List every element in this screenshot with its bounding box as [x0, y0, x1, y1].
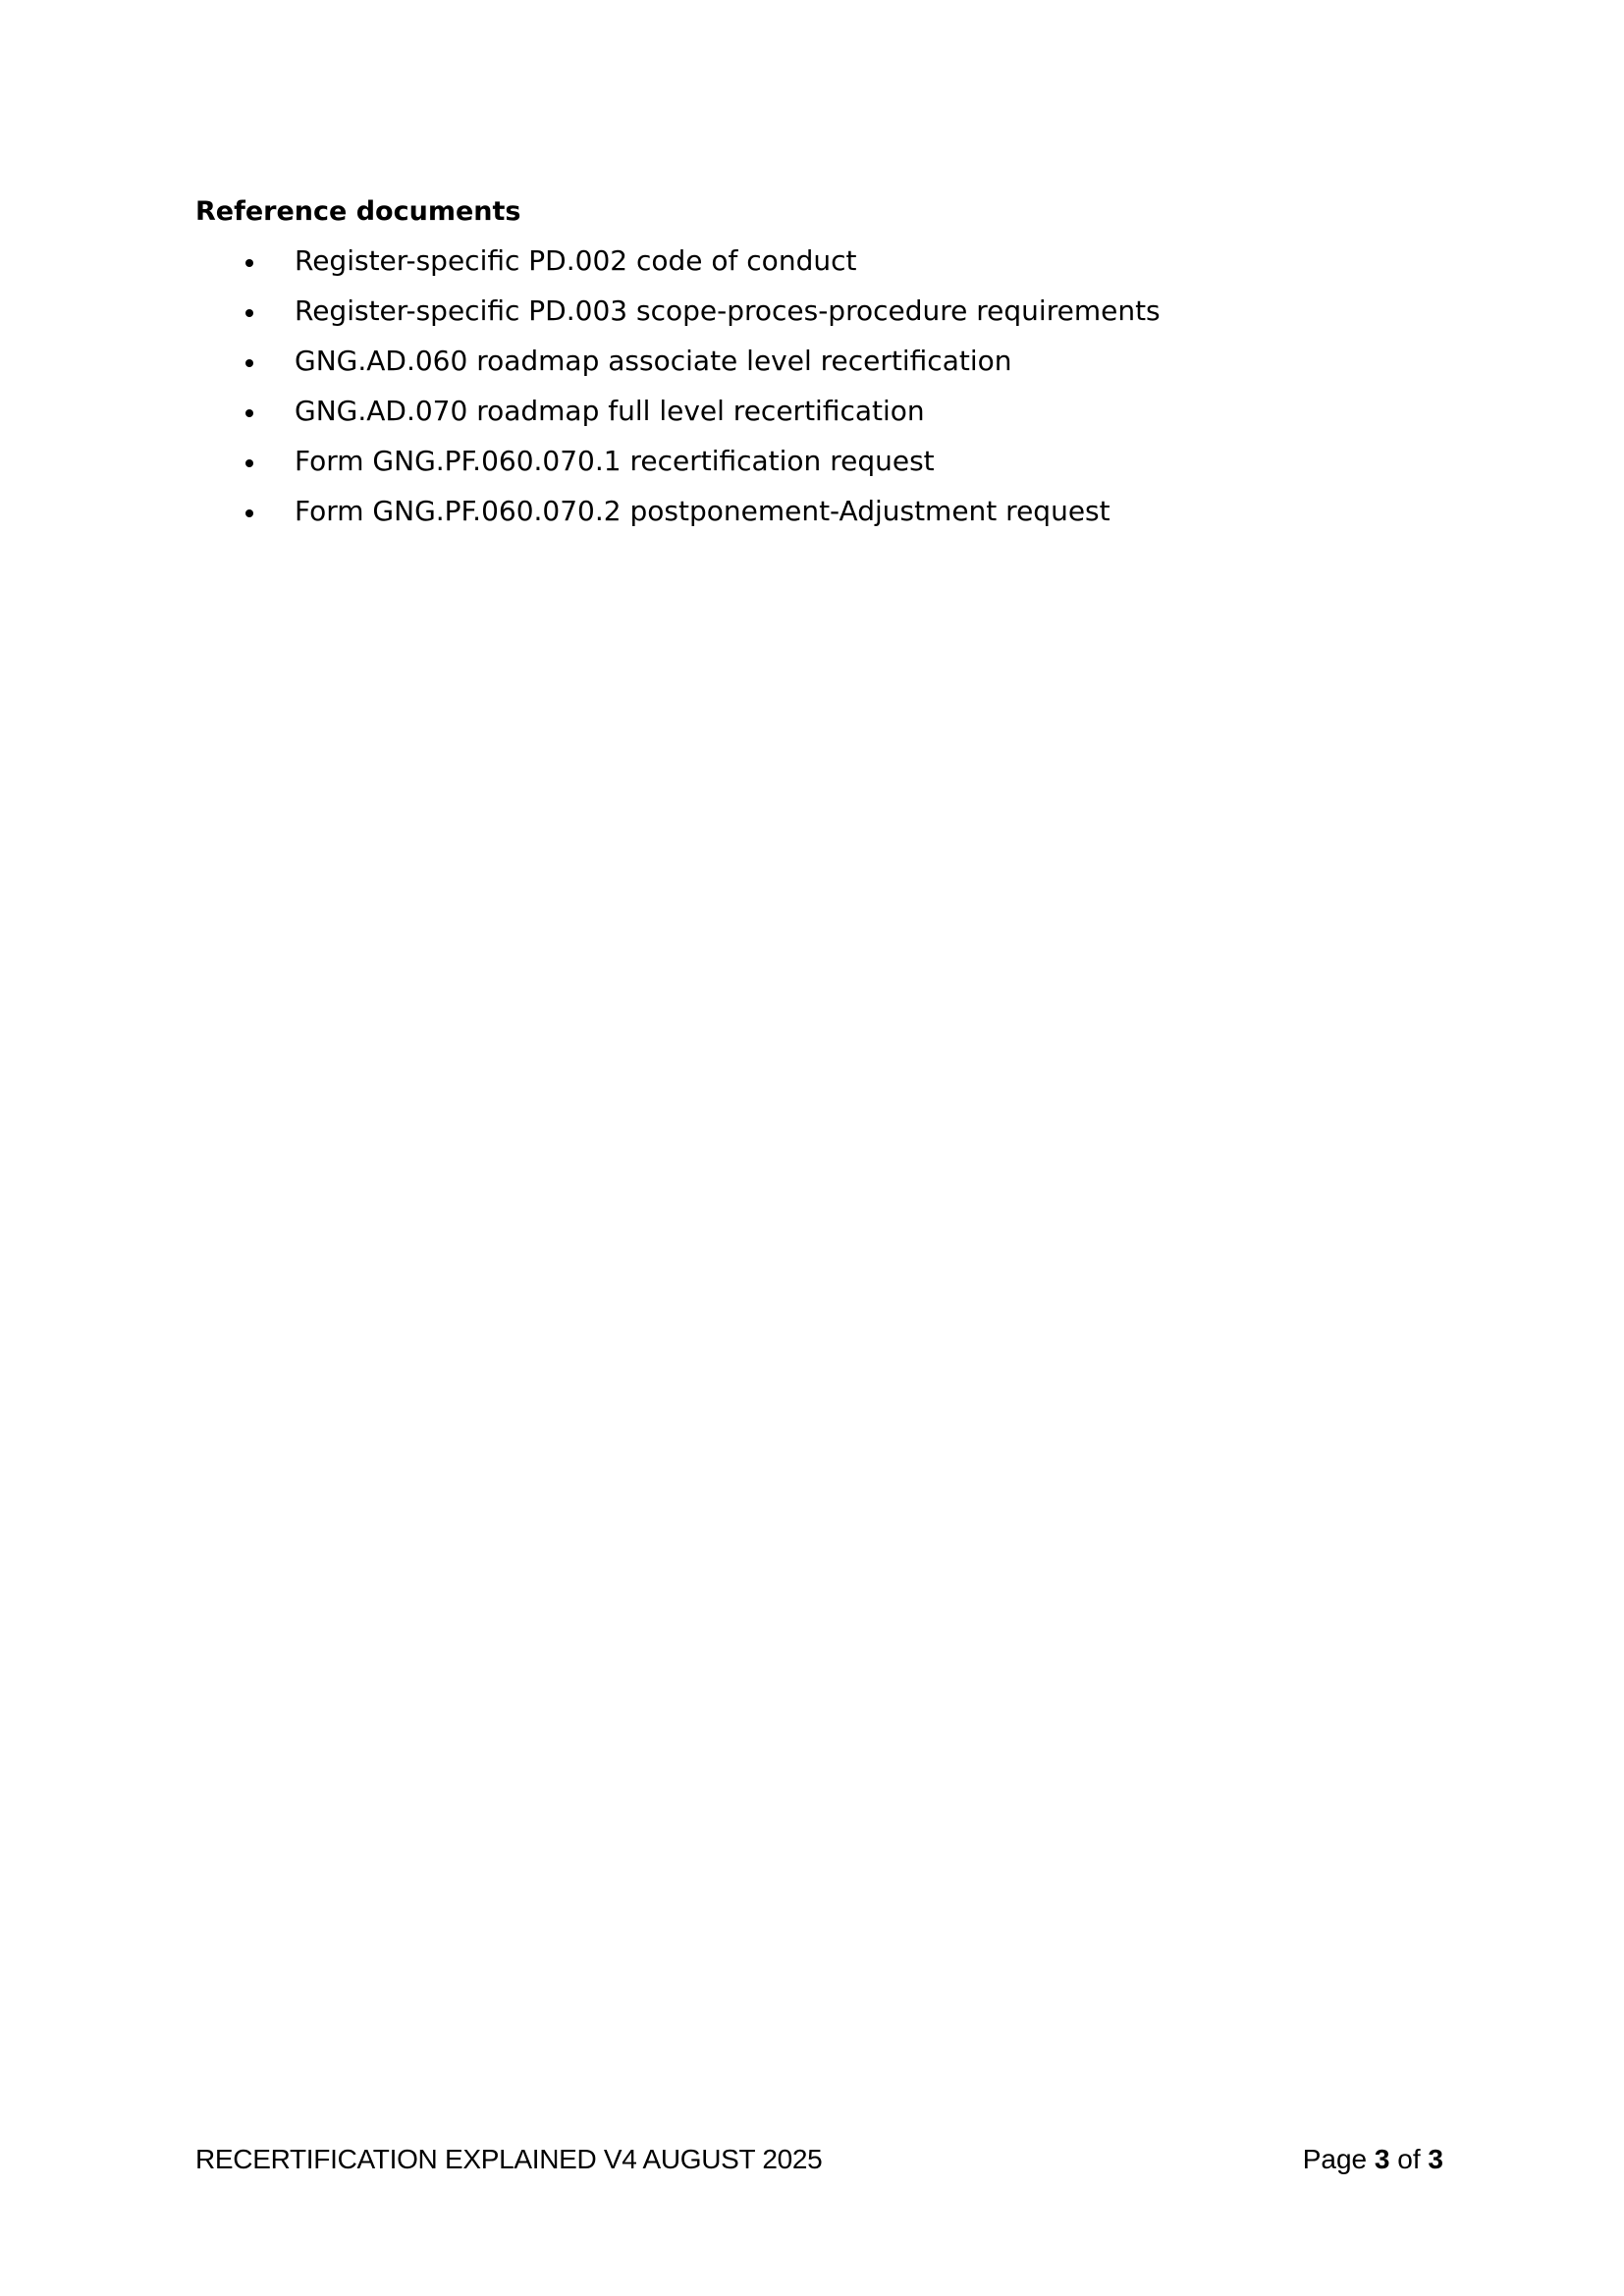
reference-item-text: GNG.AD.070 roadmap full level recertification [295, 395, 925, 427]
total-pages: 3 [1428, 2144, 1443, 2174]
bullet-icon [245, 359, 253, 367]
reference-item-text: Register-specific PD.003 scope-proces-procedure requirements [295, 294, 1161, 327]
reference-item-text: Register-specific PD.002 code of conduct [295, 244, 857, 277]
bullet-icon [245, 459, 253, 467]
page-number [1303, 2140, 1443, 2179]
reference-item-text: GNG.AD.060 roadmap associate level recertification [295, 345, 1012, 377]
reference-item-text: Form GNG.PF.060.070.2 postponement-Adjustment request [295, 495, 1110, 527]
footer-document-title: RECERTIFICATION EXPLAINED V4 AUGUST 2025 [195, 2144, 823, 2174]
bullet-icon [245, 309, 253, 317]
bullet-icon [245, 509, 253, 517]
current-page: 3 [1374, 2144, 1390, 2174]
page-footer [195, 2140, 1443, 2179]
page-word: Page [1302, 2144, 1368, 2174]
bullet-icon [245, 409, 253, 417]
of-word: of [1397, 2144, 1421, 2174]
section-heading: Reference documents [195, 196, 521, 227]
bullet-icon [245, 259, 253, 267]
reference-item-text: Form GNG.PF.060.070.1 recertification request [295, 445, 935, 477]
